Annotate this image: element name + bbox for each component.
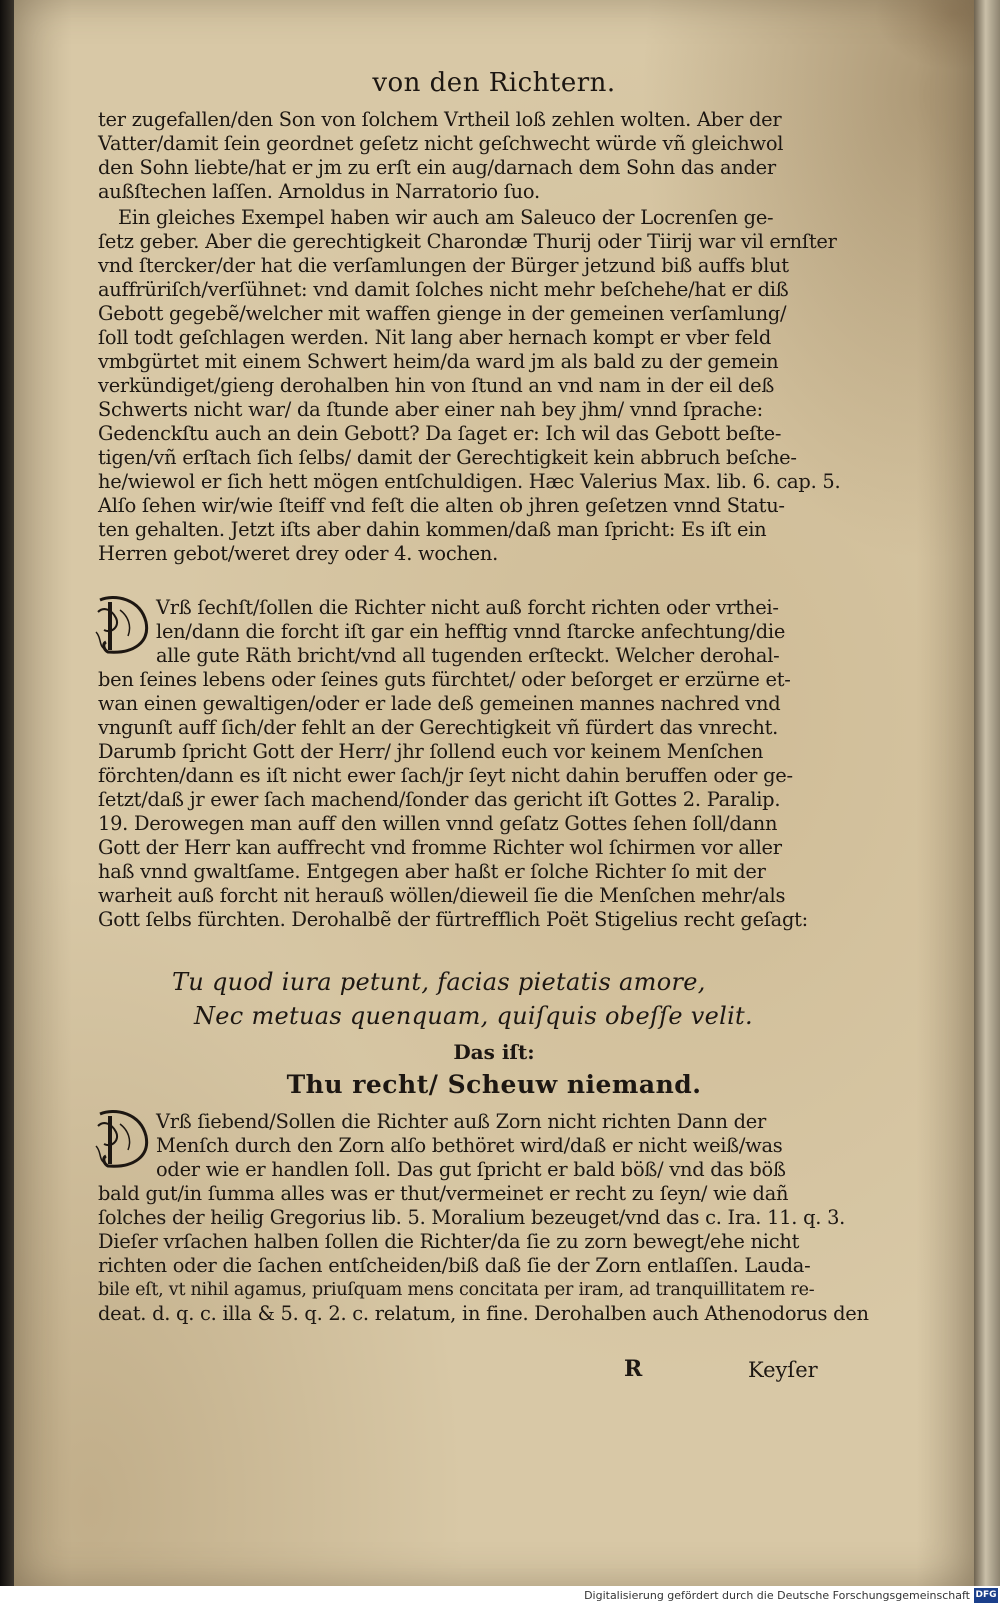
text-line: Schwerts nicht war/ da ſtunde aber einer nah bey jhm/ vnnd ſprache: [98, 398, 763, 421]
text-line: den Sohn liebte/hat er jm zu erſt ein aug/darnach dem Sohn das ander [98, 156, 776, 179]
text-line: bile eſt, vt nihil agamus, priuſquam mens concitata per iram, ad tranquillitatem re- [98, 1280, 815, 1300]
text-line: Menſch durch den Zorn alſo bethöret wird/daß er nicht weiß/was [156, 1134, 783, 1157]
decorated-initial-d [94, 1106, 152, 1172]
text-line: Vrß ſiebend/Sollen die Richter auß Zorn nicht richten Dann der [156, 1110, 767, 1133]
text-line: he/wiewol er ſich hett mögen entſchuldigen. Hæc Valerius Max. lib. 6. cap. 5. [98, 470, 841, 493]
text-line: deat. d. q. c. illa & 5. q. 2. c. relatum, in fine. Derohalben auch Athenodorus den [98, 1302, 869, 1325]
latin-verse-line: Tu quod iura petunt, facias pietatis amore, [172, 968, 706, 996]
text-line: Dieſer vrſachen halben ſollen die Richter/da ſie zu zorn bewegt/ehe nicht [98, 1230, 800, 1253]
text-line: Gebott gegebẽ/welcher mit waffen gienge in der gemeinen verſamlung/ [98, 302, 787, 325]
book-page [14, 0, 974, 1586]
book-spine-edge [0, 0, 14, 1606]
text-line: Alſo ſehen wir/wie ſteiff vnd feſt die alten ob jhren geſetzen vnnd Statu- [98, 494, 785, 517]
page-edge [974, 0, 1000, 1586]
text-line: Herren gebot/weret drey oder 4. wochen. [98, 542, 499, 565]
text-line: ten gehalten. Jetzt iſts aber dahin kommen/daß man ſpricht: Es iſt ein [98, 518, 767, 541]
text-line: tigen/vñ erſtach ſich ſelbs/ damit der Gerechtigkeit kein abbruch beſche- [98, 446, 797, 469]
text-line: ſoll todt geſchlagen werden. Nit lang aber hernach kompt er vber feld [98, 326, 772, 349]
latin-verse-line: Nec metuas quenquam, quiſquis obeſſe velit. [194, 1002, 753, 1030]
text-line: Vrß ſechſt/ſollen die Richter nicht auß forcht richten oder vrthei- [156, 596, 779, 619]
text-line: Gedenckſtu auch an dein Gebott? Da ſaget er: Ich wil das Gebott beſte- [98, 422, 782, 445]
running-head: von den Richtern. [372, 68, 616, 98]
text-line: vngunſt auff ſich/der fehlt an der Gerechtigkeit vñ fürdert das vnrecht. [98, 716, 779, 739]
text-line: förchten/dann es iſt nicht ewer ſach/jr ſeyt nicht dahin beruffen oder ge- [98, 764, 793, 787]
text-line: vmbgürtet mit einem Schwert heim/da ward jm als bald zu der gemein [98, 350, 779, 373]
text-line: ſetz geber. Aber die gerechtigkeit Charondæ Thurij oder Tiirij war vil ernſter [98, 230, 837, 253]
signature-mark: R [624, 1356, 643, 1382]
das-ist-heading: Das iſt: [453, 1040, 535, 1064]
text-line: ſolches der heilig Gregorius lib. 5. Moralium bezeuget/vnd das c. Ira. 11. q. 3. [98, 1206, 846, 1229]
decorated-initial-d [94, 592, 152, 658]
text-line: warheit auß forcht nit herauß wöllen/dieweil ſie die Menſchen mehr/als [98, 884, 786, 907]
text-line: Gott ſelbs fürchten. Derohalbẽ der fürtrefflich Poët Stigelius recht geſagt: [98, 908, 808, 931]
text-line: Darumb ſpricht Gott der Herr/ jhr ſollend euch vor keinem Menſchen [98, 740, 764, 763]
text-line: bald gut/in ſumma alles was er thut/vermeinet er recht zu ſeyn/ wie dañ [98, 1182, 789, 1205]
text-line: ben ſeines lebens oder ſeines guts fürchtet/ oder beſorget er erzürne et- [98, 668, 791, 691]
page-stain [874, 0, 974, 70]
footer-bar [0, 1586, 1000, 1606]
text-line: auffrüriſch/verſühnet: vnd damit ſolches nicht mehr beſchehe/hat er diß [98, 278, 789, 301]
text-line: Vatter/damit ſein geordnet geſetz nicht geſchwecht würde vñ gleichwol [98, 132, 784, 155]
text-line: haß vnnd gwaltſame. Entgegen aber haßt er ſolche Richter ſo mit der [98, 860, 766, 883]
text-line: ter zugefallen/den Son von ſolchem Vrtheil loß zehlen wolten. Aber der [98, 108, 782, 131]
text-line: verkündiget/gieng derohalben hin von ſtund an vnd nam in der eil deß [98, 374, 775, 397]
text-line: 19. Derowegen man auff den willen vnnd geſatz Gottes ſehen ſoll/dann [98, 812, 778, 835]
text-line: Gott der Herr kan auffrecht vnd fromme Richter wol ſchirmen vor aller [98, 836, 782, 859]
catchword: Keyſer [748, 1358, 818, 1382]
text-line: ſetzt/daß jr ewer ſach machend/ſonder das gericht iſt Gottes 2. Paralip. [98, 788, 781, 811]
funding-credit: Digitalisierung gefördert durch die Deutsche Forschungsgemeinschaft [584, 1589, 970, 1602]
text-line: wan einen gewaltigen/oder er lade deß gemeinen mannes nachred vnd [98, 692, 781, 715]
dfg-logo: DFG [974, 1588, 998, 1603]
text-line: vnd ſtercker/der hat die verſamlungen der Bürger jetzund biß auffs blut [98, 254, 789, 277]
text-line: Ein gleiches Exempel haben wir auch am Saleuco der Locrenſen ge- [118, 206, 774, 229]
text-line: len/dann die forcht iſt gar ein hefftig vnnd ſtarcke anfechtung/die [156, 620, 786, 643]
text-line: außſtechen laſſen. Arnoldus in Narratorio ſuo. [98, 180, 540, 203]
text-line: alle gute Räth bricht/vnd all tugenden erſteckt. Welcher derohal- [156, 644, 780, 667]
motto-heading: Thu recht/ Scheuw niemand. [286, 1070, 702, 1099]
text-line: oder wie er handlen ſoll. Das gut ſpricht er bald böß/ vnd das böß [156, 1158, 786, 1181]
text-line: richten oder die ſachen entſcheiden/biß daß ſie der Zorn entlaſſen. Lauda- [98, 1254, 811, 1277]
